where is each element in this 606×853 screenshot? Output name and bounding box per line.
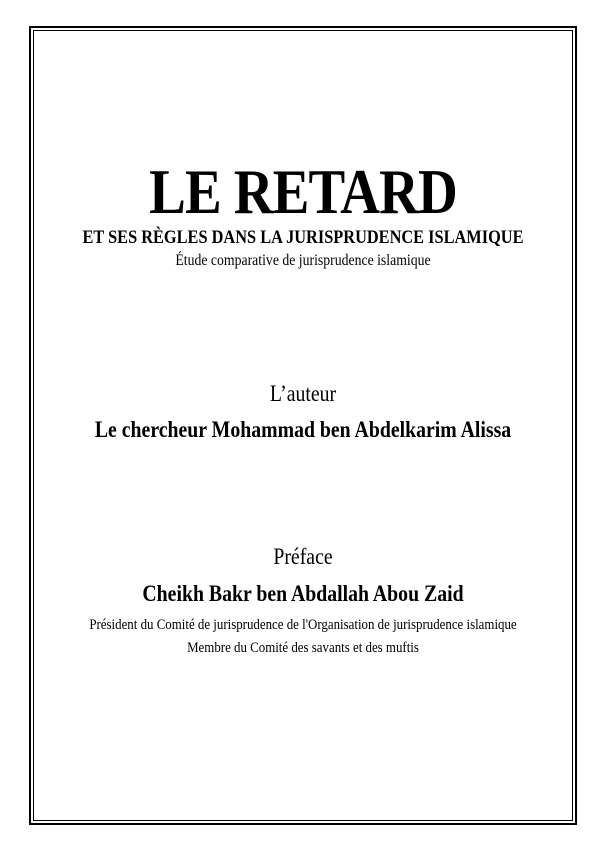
book-subtitle: ET SES RÈGLES DANS LA JURISPRUDENCE ISLAMIQUE xyxy=(82,227,524,248)
preface-label: Préface xyxy=(273,544,333,569)
book-title: LE RETARD xyxy=(149,156,457,227)
preface-author-name: Cheikh Bakr ben Abdallah Abou Zaid xyxy=(142,581,464,606)
edition-note: Étude comparative de jurisprudence islamique xyxy=(175,252,431,269)
preface-author-role-1: Président du Comité de jurisprudence de l'Organisation de jurisprudence islamique xyxy=(89,617,517,633)
author-name: Le chercheur Mohammad ben Abdelkarim Alissa xyxy=(94,417,512,442)
author-label: L’auteur xyxy=(269,381,337,406)
preface-author-role-2: Membre du Comité des savants et des muftis xyxy=(187,640,419,656)
